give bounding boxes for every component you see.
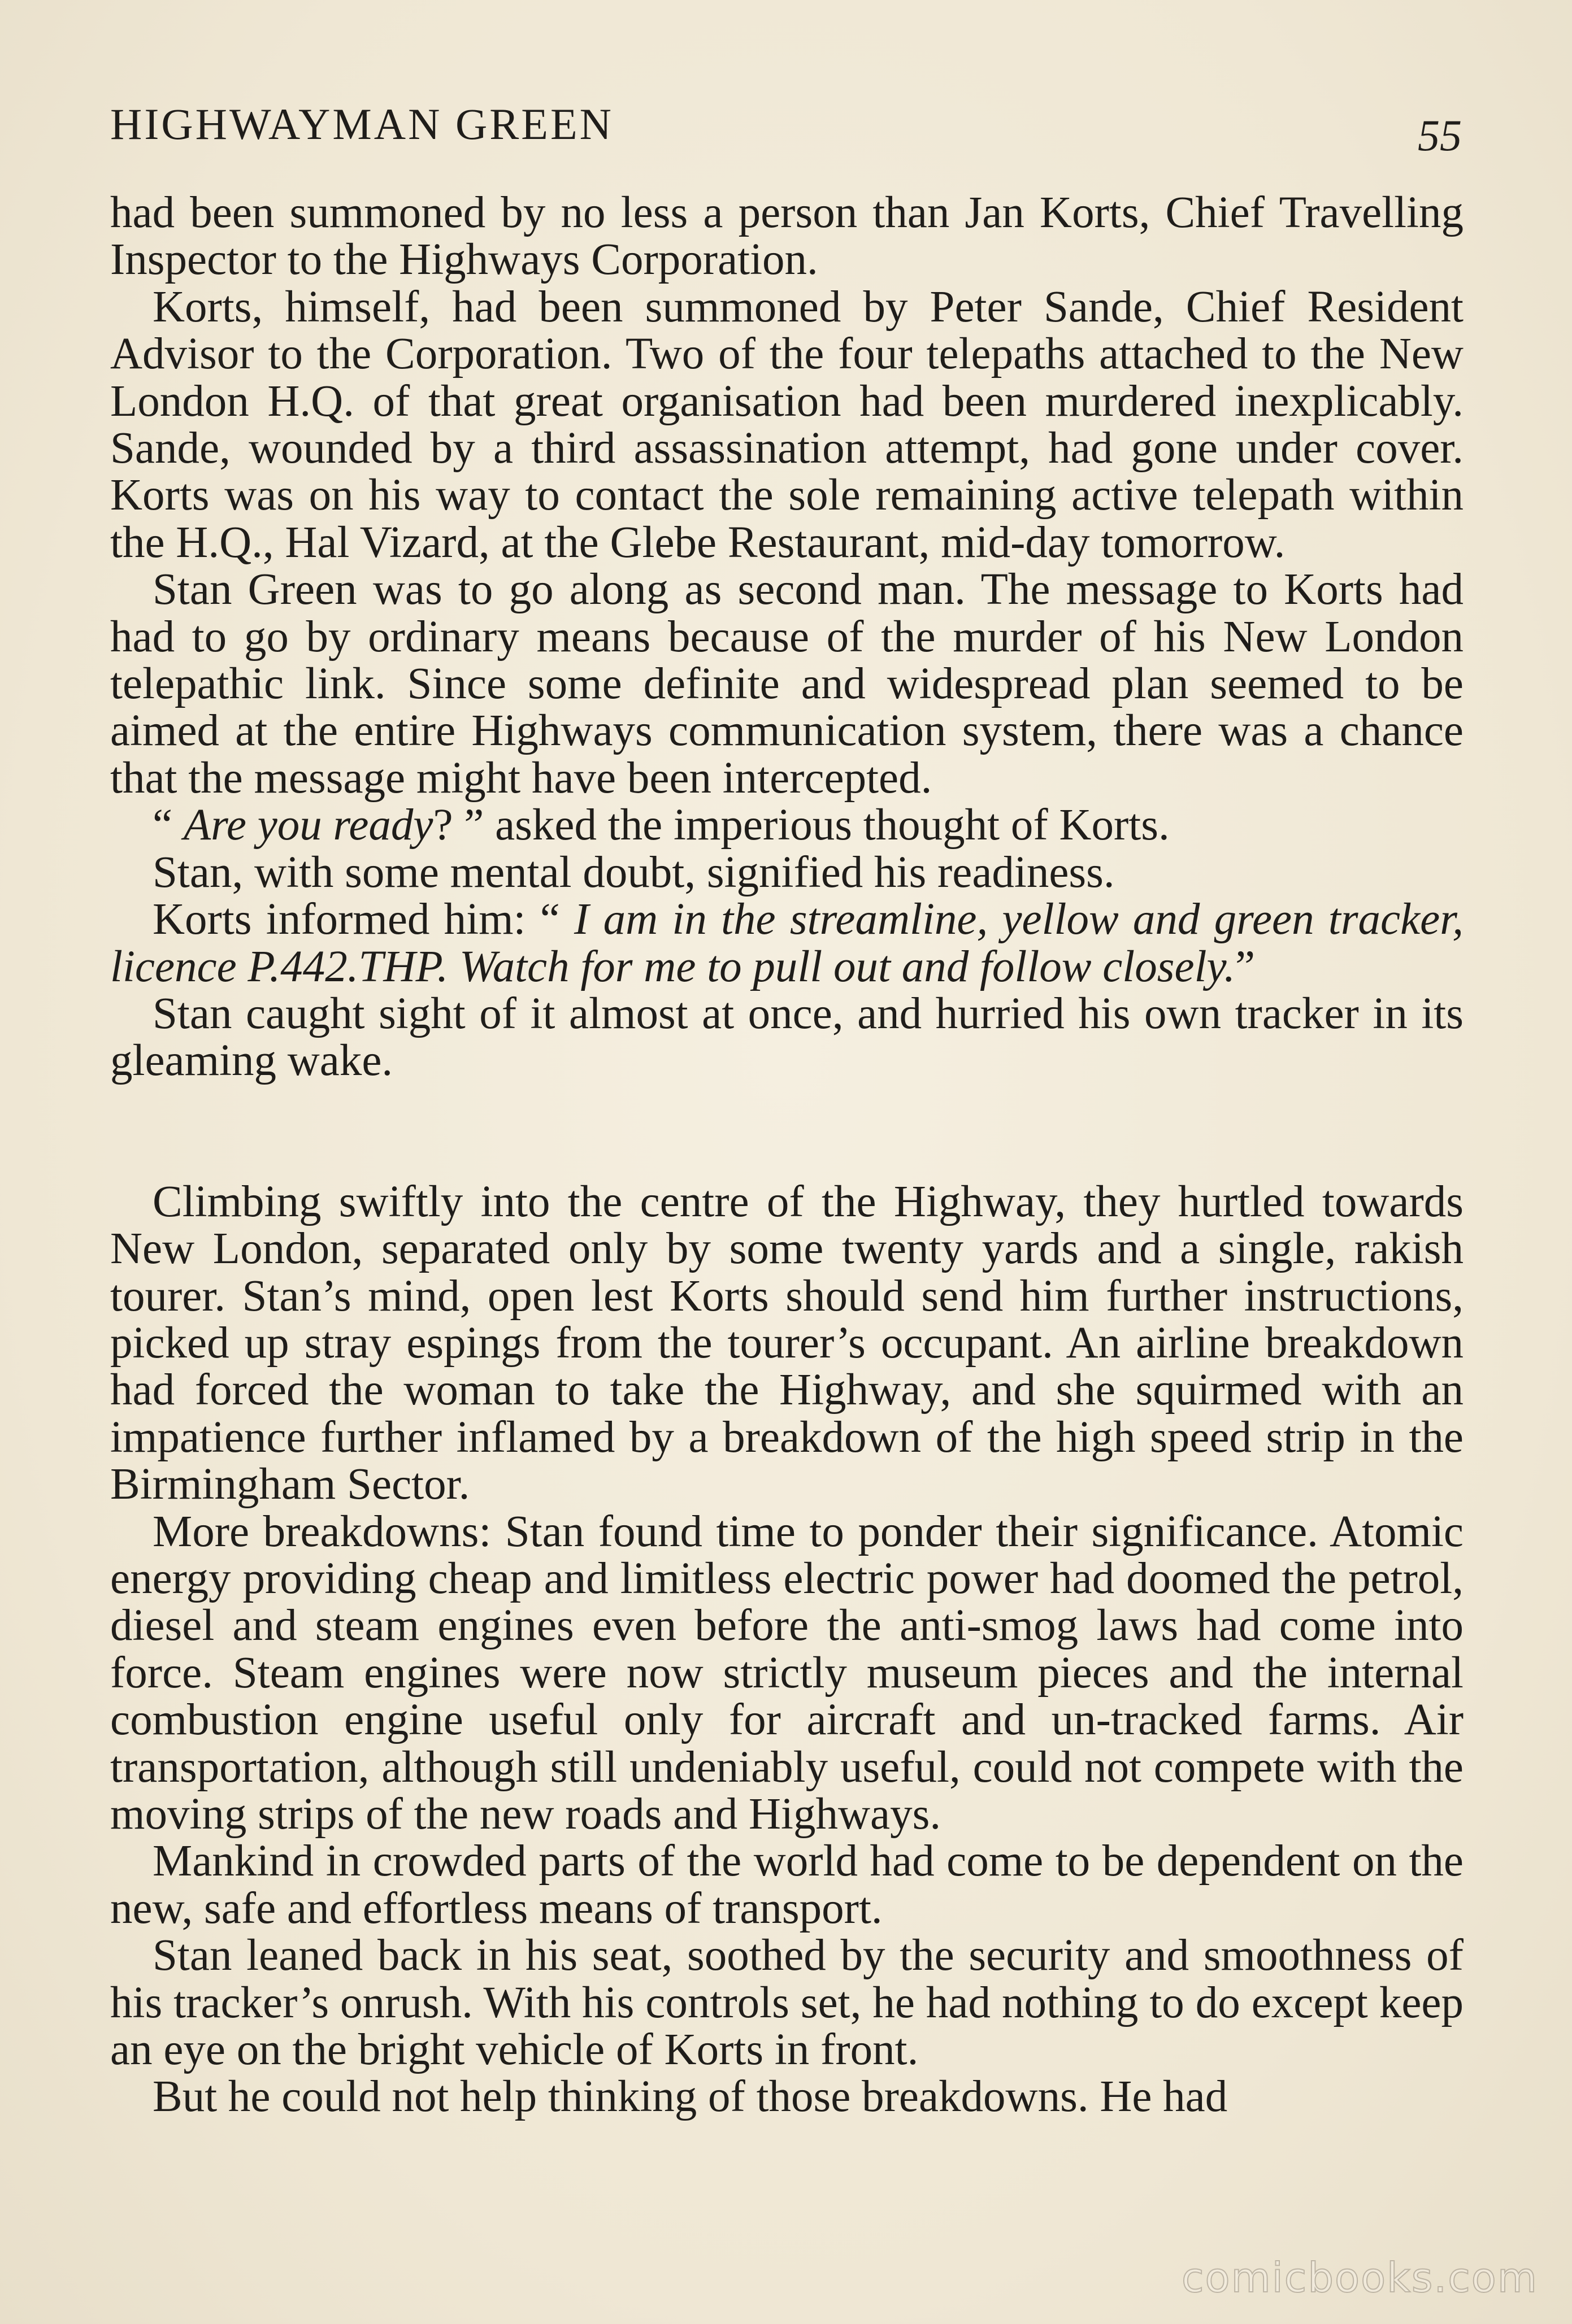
paragraph: Stan leaned back in his seat, soothed by the security and smoothness of his tracker’s onrush. With his controls set, he had nothing to do except keep an eye on the bright vehicle of Korts in front. — [110, 1931, 1464, 2075]
dialogue-lead: Korts informed him: “ — [153, 895, 575, 945]
quote-mark: “ — [153, 800, 184, 850]
paragraph-dialogue — [110, 896, 1464, 990]
italic-thought: I am in the streamline, yellow and green tracker, licence P.442.THP. Watch for me to pull out and follow closely. — [110, 895, 1464, 991]
paragraph: had been summoned by no less a person than Jan Korts, Chief Travelling Inspector to the Highways Corporation. — [110, 188, 1464, 285]
quote-mark: ” — [1235, 942, 1256, 991]
paragraph: More breakdowns: Stan found time to ponder their significance. Atomic energy providing cheap and limitless electric power had doomed the petrol, diesel and steam engines even before the anti-smog laws had come into force. Steam engines were now strictly museum pieces and the internal combustion engine useful only for aircraft and un-tracked farms. Air transportation, although still undeniably useful, could not compete with the moving strips of the new roads and Highways. — [110, 1507, 1464, 1839]
page-number: 55 — [1418, 111, 1462, 160]
paragraph: Mankind in crowded parts of the world had come to be dependent on the new, safe and effortless means of transport. — [110, 1836, 1464, 1933]
italic-thought: Are you ready — [183, 800, 433, 850]
paragraph: But he could not help thinking of those breakdowns. He had — [153, 2072, 1228, 2122]
paragraph: Stan caught sight of it almost at once, and hurried his own tracker in its gleaming wake. — [110, 989, 1464, 1086]
body-text — [110, 189, 1464, 2121]
paragraph: Korts, himself, had been summoned by Peter Sande, Chief Resident Advisor to the Corporation. Two of the four telepaths attached to the New London H.Q. of that great organisation had been murdered inexplicably. Sande, wounded by a third assassination attempt, had gone under cover. Korts was on his way to contact the sole remaining active telepath within the H.Q., Hal Vizard, at the Glebe Restaurant, mid-day tomorrow. — [110, 282, 1464, 567]
paragraph-dialogue — [110, 802, 1464, 848]
paragraph: Stan, with some mental doubt, signified his readiness. — [153, 847, 1115, 897]
dialogue-tag: ? ” asked the imperious thought of Korts. — [433, 800, 1170, 850]
paragraph: Stan Green was to go along as second man. The message to Korts had had to go by ordinary means because of the murder of his New London telepathic link. Since some definite and widespread plan seemed to be aimed at the entire Highways communication system, there was a chance that the message might have been intercepted. — [110, 565, 1464, 803]
running-head: HIGHWAYMAN GREEN — [110, 99, 614, 149]
watermark-logo: comicbooks.com — [1181, 2254, 1538, 2301]
paragraph: Climbing swiftly into the centre of the Highway, they hurtled towards New London, separated only by some twenty yards and a single, rakish tourer. Stan’s mind, open lest Korts should send him further instructions, picked up stray espings from the tourer’s occupant. An airline breakdown had forced the woman to take the Highway, and she squirmed with an impatience further inflamed by a breakdown of the high speed strip in the Birmingham Sector. — [110, 1177, 1464, 1509]
